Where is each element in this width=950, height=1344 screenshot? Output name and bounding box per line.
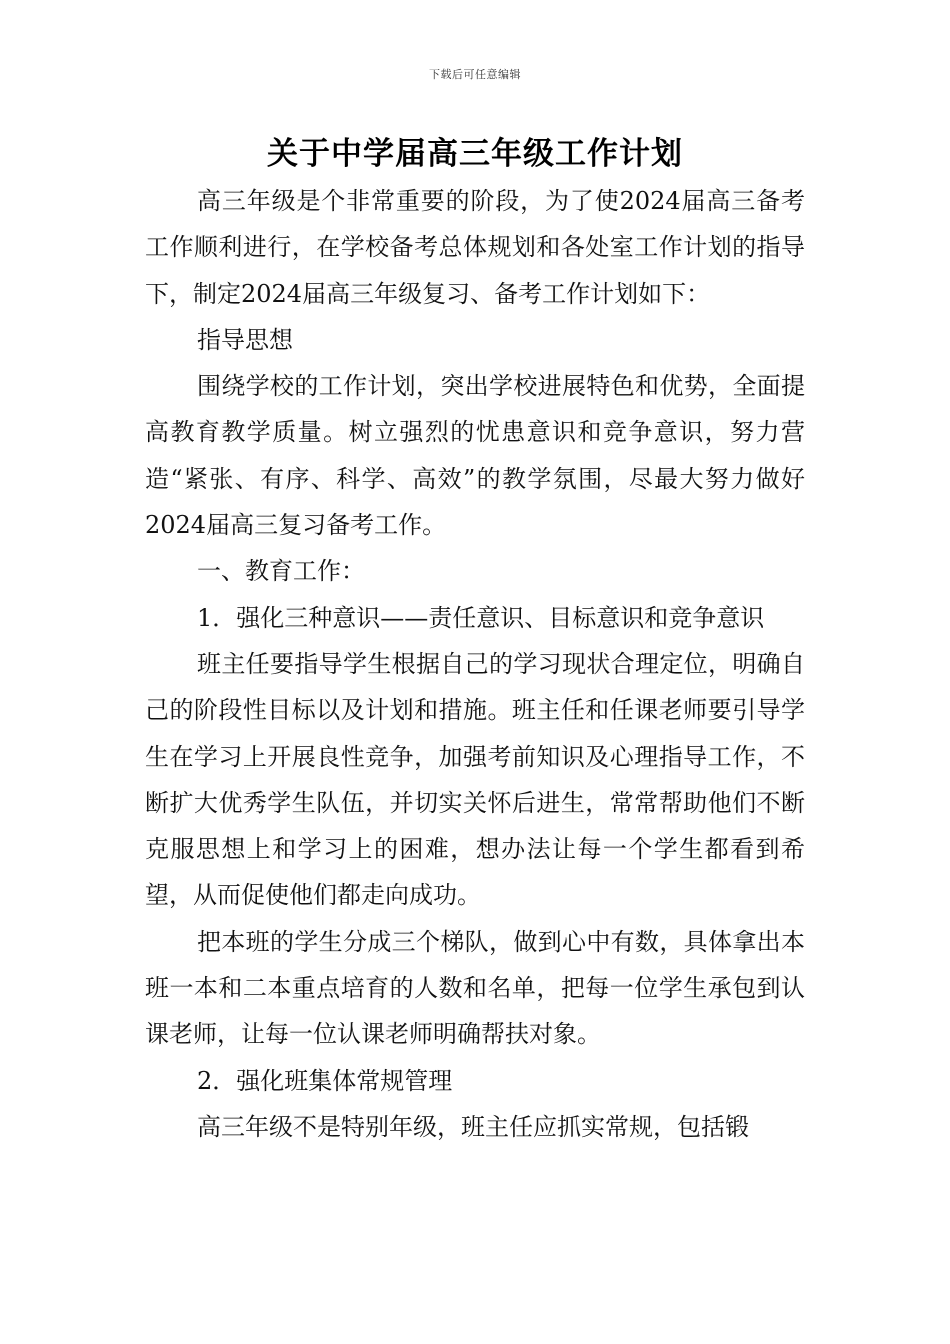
paragraph-intro: 高三年级是个非常重要的阶段，为了使2024届高三备考工作顺利进行，在学校备考总体规划和各处室工作计划的指导下，制定2024届高三年级复习、备考工作计划如下： — [145, 187, 805, 308]
paragraph-student-tiers: 把本班的学生分成三个梯队，做到心中有数，具体拿出本班一本和二本重点培育的人数和名单，把每一位学生承包到认课老师，让每一位认课老师明确帮扶对象。 — [145, 927, 805, 1049]
subheading-three-awareness: 1．强化三种意识——责任意识、目标意识和竞争意识 — [197, 603, 765, 632]
section-heading-education-work: 一、教育工作： — [197, 557, 365, 586]
paragraph-class-teacher-guidance: 班主任要指导学生根据自己的学习现状合理定位，明确自己的阶段性目标以及计划和措施。班主任和任课老师要引导学生在学习上开展良性竞争，加强考前知识及心理指导工作，不断扩大优秀学生队伍，并切实关怀后进生，常常帮助他们不断克服思想上和学习上的困难，想办法让每一个学生都看到希望，从而促使他们都走向成功。 — [145, 649, 805, 910]
paragraph-routine-management: 高三年级不是特别年级，班主任应抓实常规，包括锻 — [197, 1112, 749, 1141]
section-heading-guiding-thought: 指导思想 — [197, 325, 293, 354]
document-title: 关于中学届高三年级工作计划 — [267, 136, 683, 172]
paragraph-guiding-thought: 围绕学校的工作计划，突出学校进展特色和优势，全面提高教育教学质量。树立强烈的忧患意识和竞争意识，努力营造“紧张、有序、科学、高效”的教学氛围，尽最大努力做好2024届高三复习备考工作。 — [145, 372, 805, 540]
header-note: 下载后可任意编辑 — [429, 68, 521, 81]
document-body — [145, 178, 805, 1150]
subheading-class-management: 2．强化班集体常规管理 — [197, 1066, 453, 1095]
